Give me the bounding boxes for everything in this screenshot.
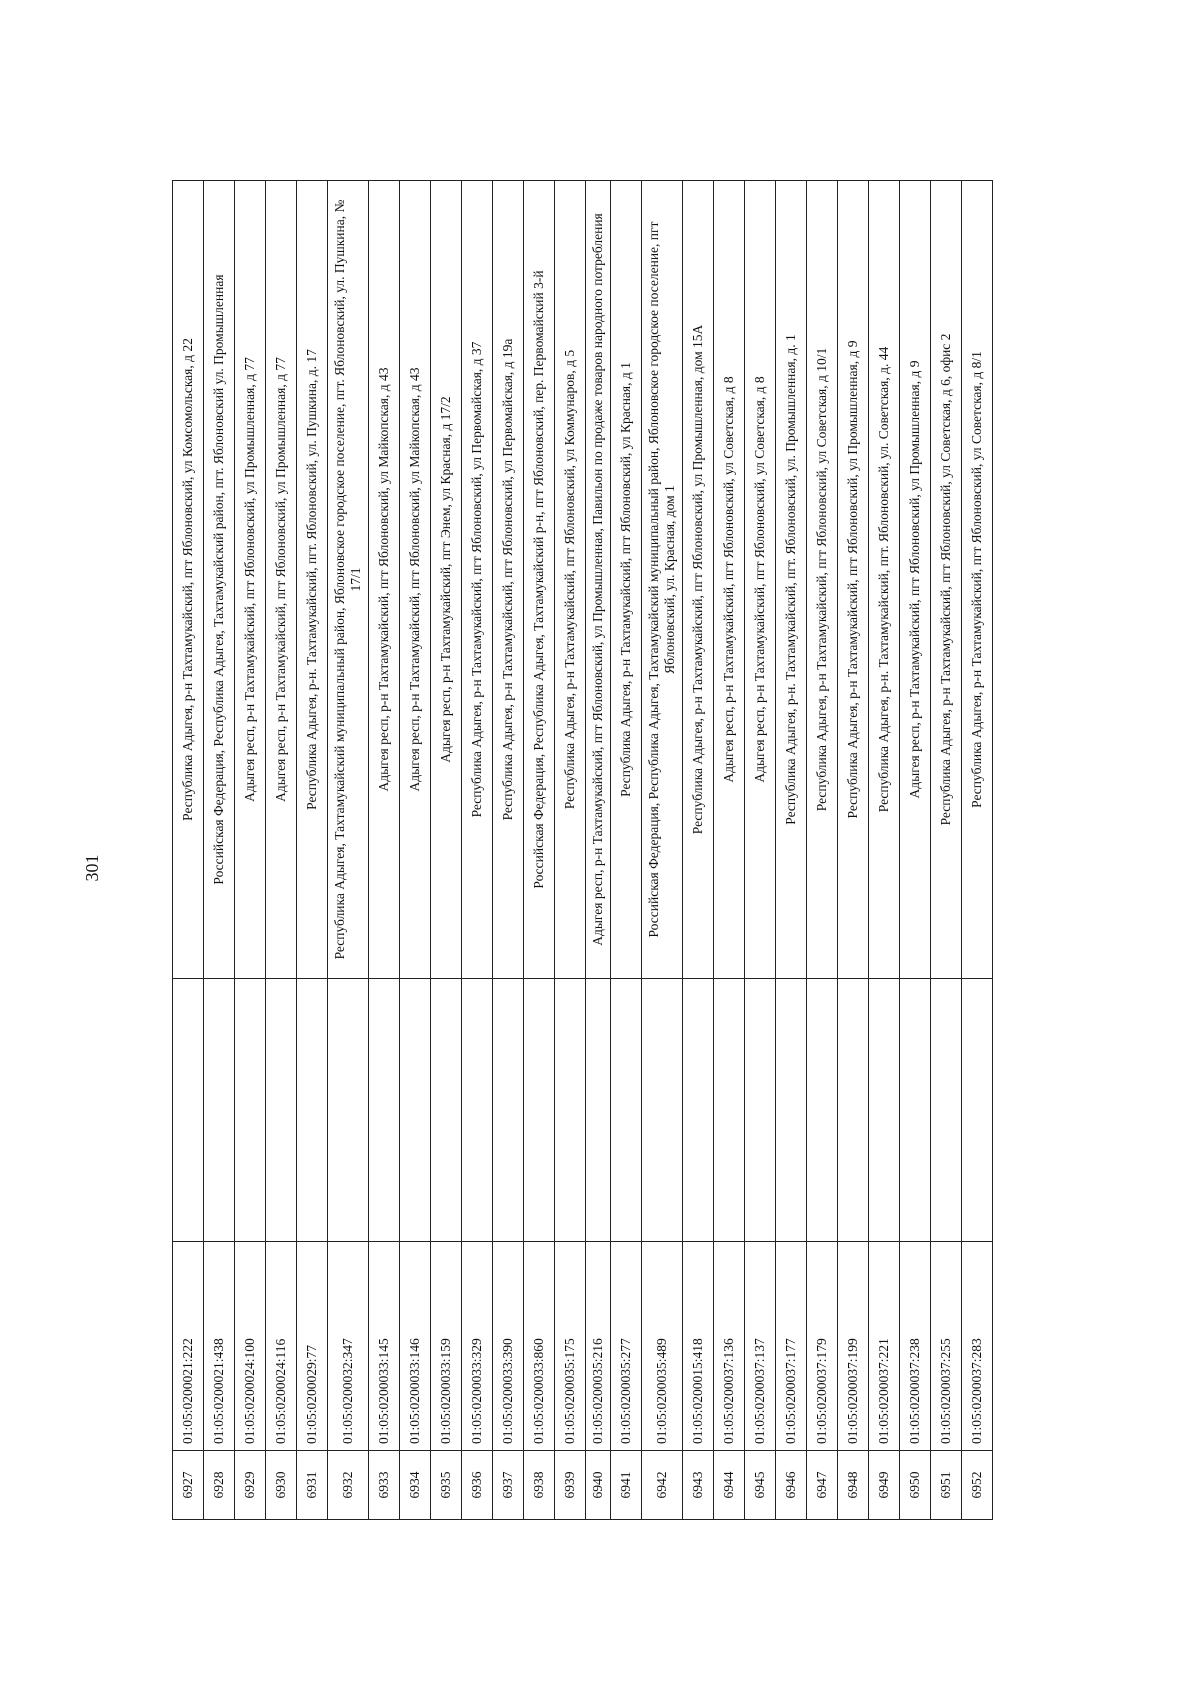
empty-cell xyxy=(462,979,493,1242)
address: Республика Адыгея, р-н Тахтамукайский, пгт Яблоновский, ул Советская, д 10/1 xyxy=(807,181,838,979)
address: Республика Адыгея, р-н Тахтамукайский, пгт Яблоновский, ул Советская, д 6, офис 2 xyxy=(931,181,962,979)
row-number: 6939 xyxy=(555,1451,586,1520)
address: Адыгея респ, р-н Тахтамукайский, пгт Яблоновский, ул Советская, д 8 xyxy=(745,181,776,979)
cadastral-number: 01:05:0200037:137 xyxy=(745,1242,776,1451)
registry-table-body xyxy=(173,181,993,1520)
empty-cell xyxy=(204,979,235,1242)
row-number: 6947 xyxy=(807,1451,838,1520)
table-row xyxy=(714,181,745,1520)
address: Российская Федерация, Республика Адыгея, Тахтамукайский муниципальный район, Яблоновское городское поселение, пгт Яблоновский, ул. Красная, дом 1 xyxy=(642,181,683,979)
table-row xyxy=(493,181,524,1520)
address: Республика Адыгея, р-н. Тахтамукайский, пгт. Яблоновский, ул. Пушкина, д. 17 xyxy=(297,181,328,979)
cadastral-number: 01:05:0200033:860 xyxy=(524,1242,555,1451)
cadastral-number: 01:05:0200021:222 xyxy=(173,1242,204,1451)
table-row xyxy=(869,181,900,1520)
empty-cell xyxy=(642,979,683,1242)
address: Адыгея респ, р-н Тахтамукайский, пгт Яблоновский, ул Промышленная, д 77 xyxy=(266,181,297,979)
table-row xyxy=(328,181,369,1520)
table-row xyxy=(400,181,431,1520)
empty-cell xyxy=(931,979,962,1242)
empty-cell xyxy=(328,979,369,1242)
address: Республика Адыгея, р-н. Тахтамукайский, пгт. Яблоновский, ул. Советская, д. 44 xyxy=(869,181,900,979)
empty-cell xyxy=(776,979,807,1242)
address: Адыгея респ, р-н Тахтамукайский, пгт Яблоновский, ул Промышленная, д 9 xyxy=(900,181,931,979)
table-row xyxy=(776,181,807,1520)
empty-cell xyxy=(745,979,776,1242)
table-row xyxy=(431,181,462,1520)
empty-cell xyxy=(900,979,931,1242)
empty-cell xyxy=(838,979,869,1242)
empty-cell xyxy=(297,979,328,1242)
cadastral-number: 01:05:0200032:347 xyxy=(328,1242,369,1451)
table-row xyxy=(642,181,683,1520)
cadastral-number: 01:05:0200037:199 xyxy=(838,1242,869,1451)
address: Республика Адыгея, р-н Тахтамукайский, пгт Яблоновский, ул Промышленная, дом 15А xyxy=(683,181,714,979)
empty-cell xyxy=(369,979,400,1242)
table-row xyxy=(369,181,400,1520)
cadastral-number: 01:05:0200035:277 xyxy=(611,1242,642,1451)
address: Адыгея респ, р-н Тахтамукайский, пгт Яблоновский, ул Промышленная, Павильон по продаже товаров народного потребления xyxy=(586,181,611,979)
row-number: 6951 xyxy=(931,1451,962,1520)
page-number: 301 xyxy=(81,854,102,882)
empty-cell xyxy=(683,979,714,1242)
table-row xyxy=(807,181,838,1520)
row-number: 6938 xyxy=(524,1451,555,1520)
row-number: 6941 xyxy=(611,1451,642,1520)
address: Республика Адыгея, р-н Тахтамукайский, пгт Яблоновский, ул Коммунаров, д 5 xyxy=(555,181,586,979)
address: Республика Адыгея, Тахтамукайский муниципальный район, Яблоновское городское поселение, пгт. Яблоновский, ул. Пушкина, № 17/1 xyxy=(328,181,369,979)
row-number: 6937 xyxy=(493,1451,524,1520)
cadastral-number: 01:05:0200037:136 xyxy=(714,1242,745,1451)
table-row xyxy=(683,181,714,1520)
empty-cell xyxy=(266,979,297,1242)
row-number: 6927 xyxy=(173,1451,204,1520)
cadastral-number: 01:05:0200035:216 xyxy=(586,1242,611,1451)
table-row xyxy=(235,181,266,1520)
cadastral-number: 01:05:0200024:100 xyxy=(235,1242,266,1451)
address: Республика Адыгея, р-н Тахтамукайский, пгт Яблоновский, ул Красная, д 1 xyxy=(611,181,642,979)
cadastral-number: 01:05:0200024:116 xyxy=(266,1242,297,1451)
cadastral-number: 01:05:0200037:221 xyxy=(869,1242,900,1451)
address: Адыгея респ, р-н Тахтамукайский, пгт Яблоновский, ул Промышленная, д 77 xyxy=(235,181,266,979)
table-row xyxy=(524,181,555,1520)
row-number: 6933 xyxy=(369,1451,400,1520)
address: Республика Адыгея, р-н Тахтамукайский, пгт Яблоновский, ул Советская, д 8/1 xyxy=(962,181,993,979)
table-row xyxy=(204,181,235,1520)
address: Республика Адыгея, р-н. Тахтамукайский, пгт. Яблоновский, ул. Промышленная, д. 1 xyxy=(776,181,807,979)
row-number: 6928 xyxy=(204,1451,235,1520)
row-number: 6929 xyxy=(235,1451,266,1520)
cadastral-number: 01:05:0200035:489 xyxy=(642,1242,683,1451)
cadastral-number: 01:05:0200037:177 xyxy=(776,1242,807,1451)
table-row xyxy=(900,181,931,1520)
empty-cell xyxy=(611,979,642,1242)
row-number: 6940 xyxy=(586,1451,611,1520)
empty-cell xyxy=(524,979,555,1242)
empty-cell xyxy=(962,979,993,1242)
cadastral-number: 01:05:0200037:179 xyxy=(807,1242,838,1451)
row-number: 6936 xyxy=(462,1451,493,1520)
cadastral-number: 01:05:0200029:77 xyxy=(297,1242,328,1451)
cadastral-number: 01:05:0200037:238 xyxy=(900,1242,931,1451)
row-number: 6930 xyxy=(266,1451,297,1520)
row-number: 6949 xyxy=(869,1451,900,1520)
table-row xyxy=(266,181,297,1520)
rotated-table-container xyxy=(172,180,1072,1520)
cadastral-number: 01:05:0200037:283 xyxy=(962,1242,993,1451)
cadastral-number: 01:05:0200033:146 xyxy=(400,1242,431,1451)
empty-cell xyxy=(869,979,900,1242)
row-number: 6931 xyxy=(297,1451,328,1520)
row-number: 6946 xyxy=(776,1451,807,1520)
row-number: 6934 xyxy=(400,1451,431,1520)
table-row xyxy=(555,181,586,1520)
table-row xyxy=(173,181,204,1520)
empty-cell xyxy=(555,979,586,1242)
table-row xyxy=(611,181,642,1520)
empty-cell xyxy=(493,979,524,1242)
row-number: 6952 xyxy=(962,1451,993,1520)
cadastral-number: 01:05:0200033:390 xyxy=(493,1242,524,1451)
registry-table xyxy=(172,180,993,1520)
table-row xyxy=(931,181,962,1520)
row-number: 6942 xyxy=(642,1451,683,1520)
empty-cell xyxy=(431,979,462,1242)
address: Республика Адыгея, р-н Тахтамукайский, пгт Яблоновский, ул Первомайская, д 37 xyxy=(462,181,493,979)
address: Адыгея респ, р-н Тахтамукайский, пгт Энем, ул Красная, д 17/2 xyxy=(431,181,462,979)
row-number: 6943 xyxy=(683,1451,714,1520)
address: Российская Федерация, Республика Адыгея, Тахтамукайский район, пгт. Яблоновский ул. Промышленная xyxy=(204,181,235,979)
cadastral-number: 01:05:0200033:145 xyxy=(369,1242,400,1451)
row-number: 6935 xyxy=(431,1451,462,1520)
table-row xyxy=(297,181,328,1520)
address: Российская Федерация, Республика Адыгея, Тахтамукайский р-н, пгт Яблоновский, пер. Первомайский 3-й xyxy=(524,181,555,979)
row-number: 6944 xyxy=(714,1451,745,1520)
cadastral-number: 01:05:0200033:159 xyxy=(431,1242,462,1451)
empty-cell xyxy=(586,979,611,1242)
row-number: 6932 xyxy=(328,1451,369,1520)
address: Республика Адыгея, р-н Тахтамукайский, пгт Яблоновский, ул Промышленная, д 9 xyxy=(838,181,869,979)
cadastral-number: 01:05:0200035:175 xyxy=(555,1242,586,1451)
cadastral-number: 01:05:0200037:255 xyxy=(931,1242,962,1451)
table-row xyxy=(962,181,993,1520)
empty-cell xyxy=(235,979,266,1242)
address: Адыгея респ, р-н Тахтамукайский, пгт Яблоновский, ул Советская, д 8 xyxy=(714,181,745,979)
address: Адыгея респ, р-н Тахтамукайский, пгт Яблоновский, ул Майкопская, д 43 xyxy=(400,181,431,979)
empty-cell xyxy=(807,979,838,1242)
table-row xyxy=(745,181,776,1520)
table-row xyxy=(586,181,611,1520)
cadastral-number: 01:05:0200015:418 xyxy=(683,1242,714,1451)
cadastral-number: 01:05:0200021:438 xyxy=(204,1242,235,1451)
empty-cell xyxy=(400,979,431,1242)
row-number: 6950 xyxy=(900,1451,931,1520)
empty-cell xyxy=(714,979,745,1242)
table-row xyxy=(462,181,493,1520)
empty-cell xyxy=(173,979,204,1242)
address: Республика Адыгея, р-н Тахтамукайский, пгт Яблоновский, ул Комсомольская, д 22 xyxy=(173,181,204,979)
address: Республика Адыгея, р-н Тахтамукайский, пгт Яблоновский, ул Первомайская, д 19а xyxy=(493,181,524,979)
row-number: 6945 xyxy=(745,1451,776,1520)
row-number: 6948 xyxy=(838,1451,869,1520)
table-row xyxy=(838,181,869,1520)
address: Адыгея респ, р-н Тахтамукайский, пгт Яблоновский, ул Майкопская, д 43 xyxy=(369,181,400,979)
cadastral-number: 01:05:0200033:329 xyxy=(462,1242,493,1451)
